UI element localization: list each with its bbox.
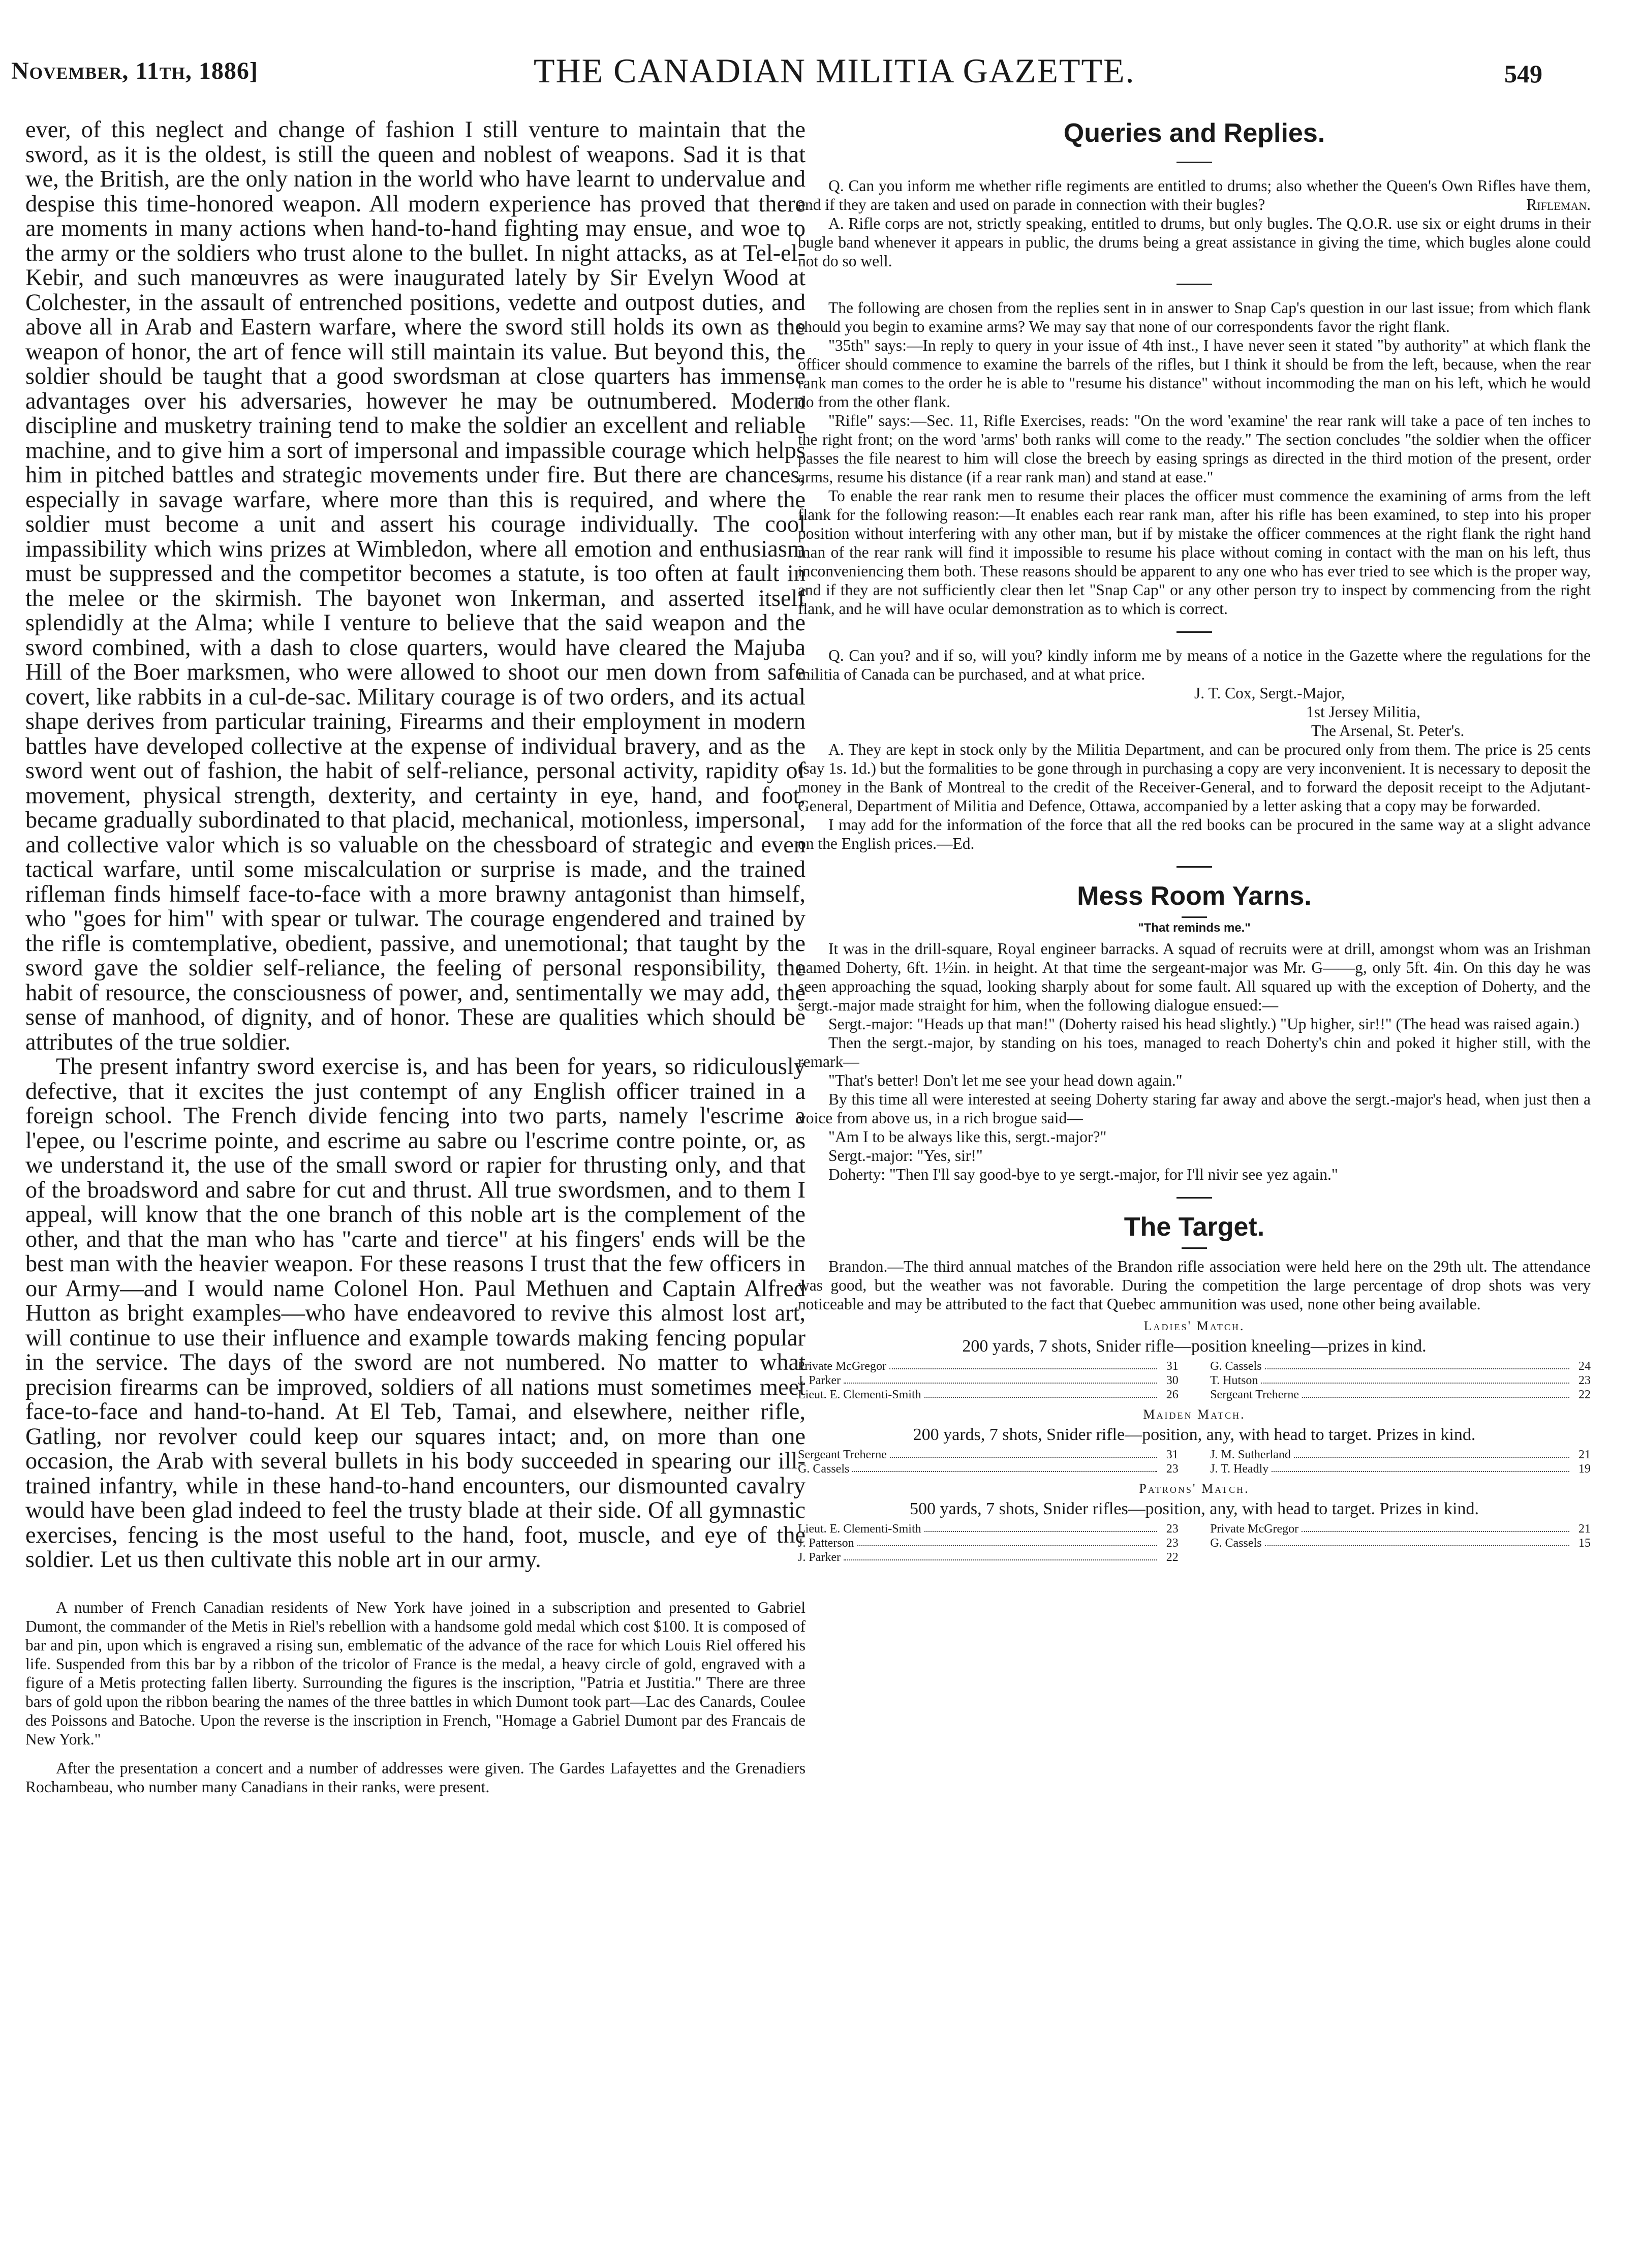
score-row [798,1522,1179,1536]
score-row [1210,1388,1591,1402]
match-title: Maiden Match. [1143,1407,1246,1422]
query-text: Q. Can you? and if so, will you? kindly inform me by means of a notice in the Gazette where the regulations for the militia of Canada can be purchased, and at what price. [798,647,1591,683]
competitor-score: 22 [1166,1551,1179,1564]
score-row [798,1462,1179,1476]
target-heading: The Target. [1124,1212,1265,1242]
query-signature-block: J. T. Cox, Sergt.-Major, 1st Jersey Militia, The Arsenal, St. Peter's. [1194,684,1465,740]
leader-dots [852,1462,1157,1472]
mess-paragraph: "Am I to be always like this, sergt.-major?" [828,1128,1107,1146]
divider [1176,631,1212,633]
match-results [798,1319,1591,1565]
queries-heading: Queries and Replies. [1063,118,1325,148]
competitor-score: 26 [1166,1388,1179,1401]
score-row [798,1550,1179,1565]
replies-intro: The following are chosen from the replies sent in in answer to Snap Cap's question in our last issue; from which flank should you begin to examine arms? We may say that none of our correspondents favor the right flank. [798,299,1591,335]
mess-paragraph: Sergt.-major: "Yes, sir!" [828,1147,983,1164]
competitor-name: Lieut. E. Clementi-Smith [798,1388,921,1401]
divider [1176,162,1212,163]
match-description: 500 yards, 7 shots, Snider rifles—position, any, with head to target. Prizes in kind. [910,1499,1479,1518]
competitor-score: 31 [1166,1360,1179,1373]
query-text: Q. Can you inform me whether rifle regiments are entitled to drums; also whether the Queen's Own Rifles have them, and if they are taken and used on parade in connection with their bugles? Rifleman. [798,177,1591,213]
competitor-score: 30 [1166,1374,1179,1387]
reply-35th: "35th" says:—In reply to query in your issue of 4th inst., I have never seen it stated "by authority" at which flank the officer should commence to examine the barrels of the rifles, but I think it should be from the left, because, when the rear rank man comes to the order he is able to "resume his distance" without incommoding the man on his left, which he would do from the other flank. [798,336,1591,411]
leader-dots [1302,1522,1569,1532]
sword-article-paragraph: ever, of this neglect and change of fashion I still venture to maintain that the sword, as it is the oldest, is still the queen and noblest of weapons. Sad it is that we, the British, are the only nation in the world who have learnt to undervalue and despise this time-honored weapon. All modern experience has proved that there are moments in many actions when hand-to-hand fighting may ensue, and woe to the army or the soldiers who trust alone to the bullet. In night attacks, as at Tel-el-Kebir, and such manœuvres as were inaugurated lately by Sir Evelyn Wood at Colchester, in the assault of entrenched positions, vedette and outpost duties, and above all in Arab and Eastern warfare, where the sword still holds its own as the weapon of honor, the art of fence will still maintain its value. But beyond this, the soldier should be taught that a good swordsman at close quarters has immense advantages over his adversaries, however he may be outnumbered. Modern discipline and musketry training tend to make the soldier an excellent and reliable machine, and to give him a sort of impersonal and impassible courage which helps him in pitched battles and strategic movements under fire. But there are chances, especially in savage warfare, where more than this is required, and where the soldier must become a unit and assert his courage individually. The cool impassibility which wins prizes at Wimbledon, where all emotion and enthusiasm must be suppressed and the competitor becomes a statute, is too often at fault in the melee or the skirmish. The bayonet won Inkerman, and asserted itself splendidly at the Alma; while I venture to believe that the said weapon and the sword combined, with a dash to close quarters, would have cleared the Majuba Hill of the Boer marksmen, who were allowed to shoot our men down from safe covert, like rabbits in a cul-de-sac. Military courage is of two orders, and its actual shape derives from particular training, Firearms and their employment in modern battles have developed collective at the expense of individual bravery, and as the sword went out of fashion, the habit of self-reliance, personal activity, rapidity of movement, physical strength, dexterity, and certainty in eye, hand, and foot, became gradually subordinated to that placid, mechanical, motionless, impersonal, and collective valor which is so valuable on the chessboard of strategic and even tactical warfare, until some miscalculation or surprise is made, and the trained rifleman finds himself face-to-face with a more brawny antagonist than himself, who "goes for him" with spear or tulwar. The courage engendered and trained by the rifle is comtemplative, obedient, passive, and unemotional; that taught by the sword gave the soldier self-reliance, the feeling of personal responsibility, the habit of resource, the consciousness of power, and, sentimentally we may add, the sense of manhood, of dignity, and of honor. These are qualities which should be attributes of the true soldier. [25,117,806,1055]
target-intro: Brandon.—The third annual matches of the Brandon rifle association were held here on the 29th ult. The attendance was good, but the weather was not favorable. During the competition the large percentage of drop shots was very noticeable and may be attributed to the fact that Quebec ammunition was used, none other being available. [798,1258,1591,1313]
leader-dots [924,1522,1157,1532]
editor-note: I may add for the information of the force that all the red books can be procured in the same way at a slight advance on the English prices.—Ed. [798,816,1591,852]
match-scores [798,1359,1591,1402]
competitor-name: T. Hutson [1210,1374,1258,1387]
match-scores [798,1448,1591,1476]
mess-paragraph: "That's better! Don't let me see your head down again." [828,1071,1183,1089]
mess-paragraph: By this time all were interested at seeing Doherty staring far away and above the sergt.-major's head, when just then a voice from above us, in a rich brogue said— [798,1090,1591,1127]
score-row [798,1448,1179,1462]
competitor-score: 23 [1166,1537,1179,1550]
competitor-name: J. T. Headly [1210,1462,1269,1476]
competitor-name: Sergeant Treherne [1210,1388,1299,1401]
competitor-score: 24 [1578,1360,1591,1373]
page-number: 549 [1504,59,1542,88]
competitor-score: 31 [1166,1448,1179,1461]
leader-dots [1272,1462,1569,1472]
leader-dots [889,1359,1157,1369]
competitor-score: 15 [1578,1537,1591,1550]
score-row [1210,1373,1591,1388]
leader-dots [844,1373,1157,1384]
score-row [1210,1448,1591,1462]
competitor-score: 22 [1578,1388,1591,1401]
competitor-score: 23 [1578,1374,1591,1387]
right-column [798,118,1591,1565]
mess-subheading: "That reminds me." [1138,921,1251,935]
leader-dots [890,1448,1157,1458]
issue-date: November, 11th, 1886] [11,57,258,84]
score-row [1210,1536,1591,1550]
mess-paragraph: Doherty: "Then I'll say good-bye to ye sergt.-major, for I'll nivir see yez again." [828,1166,1338,1183]
competitor-score: 23 [1166,1462,1179,1476]
answer-text: A. Rifle corps are not, strictly speaking, entitled to drums, but only bugles. The Q.O.R. use six or eight drums in their bugle band whenever it appears in public, the drums being a great assistance in giving the time, which bugles alone could not do so well. [798,214,1591,270]
competitor-name: Sergeant Treherne [798,1448,887,1461]
leader-dots [1261,1373,1569,1384]
competitor-name: G. Cassels [798,1462,850,1476]
score-row [798,1536,1179,1550]
competitor-name: G. Cassels [1210,1360,1262,1373]
competitor-name: G. Cassels [1210,1537,1262,1550]
left-column [25,118,806,1796]
score-row [798,1373,1179,1388]
mess-paragraph: It was in the drill-square, Royal engineer barracks. A squad of recruits were at drill, amongst whom was an Irishman named Doherty, 6ft. 1½in. in height. At that time the sergeant-major was Mr. G——g, only 5ft. 4in. On this day he was seen approaching the squad, looking sharply about for some fault. All squared up with the exception of Doherty, and the sergt.-major made straight for him, when the following dialogue ensued:— [798,940,1591,1014]
leader-dots [1265,1359,1569,1369]
competitor-name: Lieut. E. Clementi-Smith [798,1522,921,1536]
competitor-name: J. Patterson [798,1537,854,1550]
score-row [1210,1522,1591,1536]
answer-text: A. They are kept in stock only by the Militia Department, and can be procured only from them. The price is 25 cents (say 1s. 1d.) but the formalities to be gone through in purchasing a copy are very inconvenient. It is necessary to deposit the money in the Bank of Montreal to the credit of the Receiver-General, and to forward the deposit receipt to the Adjutant-General, Department of Militia and Defence, Ottawa, accompanied by a letter asking that a copy may be forwarded. [798,741,1591,815]
leader-dots [844,1550,1157,1560]
match-description: 200 yards, 7 shots, Snider rifle—position kneeling—prizes in kind. [962,1337,1427,1356]
divider [1176,1197,1212,1199]
query-signature: Rifleman. [1526,196,1591,213]
competitor-name: Private McGregor [798,1360,886,1373]
score-row [1210,1462,1591,1476]
competitor-name: J. Parker [798,1374,841,1387]
competitor-score: 21 [1578,1448,1591,1461]
leader-dots [857,1536,1157,1546]
match-scores [798,1522,1591,1565]
leader-dots [1294,1448,1569,1458]
match-title: Ladies' Match. [1143,1319,1245,1333]
divider [1176,866,1212,868]
mess-heading: Mess Room Yarns. [1077,881,1312,911]
competitor-name: J. M. Sutherland [1210,1448,1291,1461]
divider [1182,916,1207,918]
competitor-name: Private McGregor [1210,1522,1299,1536]
divider [1176,284,1212,285]
competitor-score: 21 [1578,1522,1591,1536]
competitor-name: J. Parker [798,1551,841,1564]
match-description: 200 yards, 7 shots, Snider rifle—position, any, with head to target. Prizes in kind. [913,1425,1476,1444]
leader-dots [1302,1388,1569,1398]
score-row [1210,1359,1591,1373]
leader-dots [1265,1536,1569,1546]
mess-paragraph: Then the sergt.-major, by standing on his toes, managed to reach Doherty's chin and poked it higher still, with the remark— [798,1034,1591,1070]
mess-paragraph: Sergt.-major: "Heads up that man!" (Doherty raised his head slightly.) "Up higher, sir!!" (The head was raised again.) [828,1015,1580,1033]
competitor-score: 19 [1578,1462,1591,1476]
reply-conclusion: To enable the rear rank men to resume their places the officer must commence the examining of arms from the left flank for the following reason:—It enables each rear rank man, after his rifle has been examined, to step into his proper position without interfering with any other man, but if by mistake the officer commences at the right flank the right hand man of the rear rank will find it impossible to resume his place without coming in contact with the man on his left, thus inconveniencing them both. These reasons should be apparent to any one who has ever tried to see which is the proper way, and if they are not sufficiently clear then let "Snap Cap" or any other person try to inspect by commencing from the right flank, and he will have ocular demonstration as to which is correct. [798,487,1591,618]
dumont-note: A number of French Canadian residents of New York have joined in a subscription and presented to Gabriel Dumont, the commander of the Metis in Riel's rebellion with a handsome gold medal which cost $100. It is composed of bar and pin, upon which is engraved a rising sun, emblematic of the advance of the race for which Louis Riel offered his life. Suspended from this bar by a ribbon of the tricolor of France is the medal, a heavy circle of gold, engraved with a figure of a Metis protecting fallen liberty. Surrounding the figures is the inscription, "Patria et Justitia." There are three bars of gold upon the ribbon bearing the names of the three battles in which Dumont took part—Lac des Canards, Coulee des Poissons and Batoche. Upon the reverse is the inscription in French, "Homage a Gabriel Dumont par des Francais de New York." [25,1598,806,1748]
score-row [798,1359,1179,1373]
page-header [0,51,1641,102]
competitor-score: 23 [1166,1522,1179,1536]
newspaper-title: THE CANADIAN MILITIA GAZETTE. [534,51,1135,90]
dumont-note-continued: After the presentation a concert and a number of addresses were given. The Gardes Lafayettes and the Grenadiers Rochambeau, who number many Canadians in their ranks, were present. [25,1759,806,1796]
reply-rifle: "Rifle" says:—Sec. 11, Rifle Exercises, reads: "On the word 'examine' the rear rank will take a pace of ten inches to the right front; on the word 'arms' both ranks will come to the ready." The section concludes "the soldier when the officer passes the file nearest to him will close the breech by easing springs as directed in the third motion of the present, order arms, resume his distance (if a rear rank man) and stand at ease." [798,412,1591,486]
sword-article-paragraph: The present infantry sword exercise is, and has been for years, so ridiculously defective, that it excites the just contempt of any English officer trained in a foreign school. The French divide fencing into two parts, namely l'escrime a l'epee, ou l'escrime pointe, and escrime au sabre ou l'escrime contre pointe, or, as we understand it, the use of the small sword or rapier for thrusting only, and that of the broadsword and sabre for cut and thrust. All true swordsmen, and to them I appeal, will know that the one branch of this noble art is the complement of the other, and that the man who has "carte and tierce" at his fingers' ends will be the best man with the heavier weapon. For these reasons I trust that the few officers in our Army—and I would name Colonel Hon. Paul Methuen and Captain Alfred Hutton as bright examples—who have endeavored to revive this almost lost art, will continue to use their influence and example towards making fencing popular in the service. The days of the sword are not numbered. No matter to what precision firearms can be improved, soldiers of all nations must sometimes meet face-to-face and hand-to-hand. At El Teb, Tamai, and elsewhere, neither rifle, Gatling, nor revolver could keep our squares intact; and, on more than one occasion, the Arab with several bullets in his body succeeded in spearing our ill-trained infantry, while in these hand-to-hand encounters, our dismounted cavalry would have been glad indeed to feel the trusty blade at their side. Of all gymnastic exercises, fencing is the most useful to the hand, foot, muscle, and eye of the soldier. Let us then cultivate this noble art in our army. [25,1054,806,1573]
match-title: Patrons' Match. [1139,1481,1250,1496]
score-row [798,1388,1179,1402]
divider [1182,1247,1207,1249]
leader-dots [924,1388,1157,1398]
